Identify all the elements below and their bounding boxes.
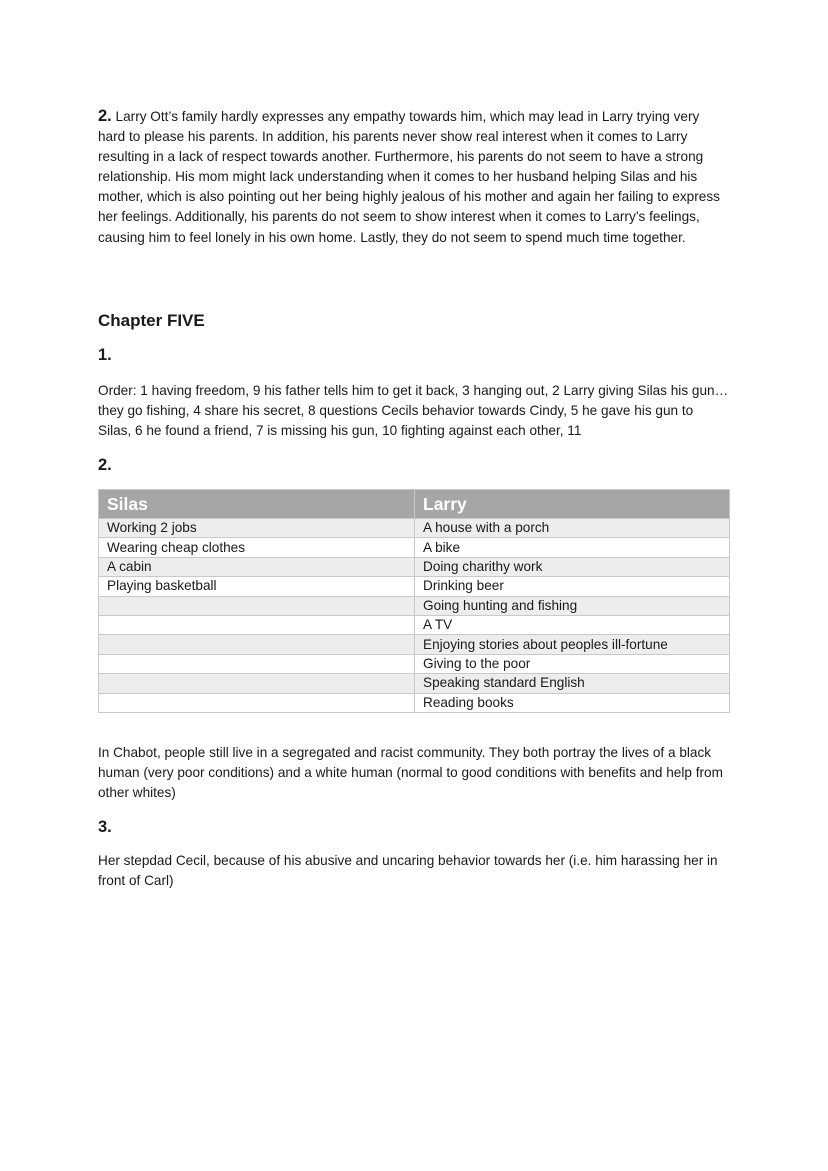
question-1-answer: Order: 1 having freedom, 9 his father tells him to get it back, 3 hanging out, 2 Larry giving Silas his gun… they go fishing, 4 share his secret, 8 questions Cecils behavior towards Cindy, 5 he gave his gun to Silas, 6 he found a friend, 7 is missing his gun, 10 fighting against each other, 11 [98,383,729,439]
table-row [99,538,730,557]
chapter-title: Chapter FIVE [98,311,205,330]
answer-text: Larry Ott’s family hardly expresses any empathy towards him, which may lead in Larry trying very hard to please his parents. In addition, his parents never show real interest when it comes to Larry resulting in a lack of respect towards another. Furthermore, his parents do not seem to have a strong relationship. His mom might lack understanding when it comes to her husband helping Silas and his mother, which is also pointing out her being highly jealous of his mother and again her failing to express her feelings. Additionally, his parents do not seem to show interest when it comes to Larry’s feelings, causing him to feel lonely in his own home. Lastly, they do not seem to spend much time together. [98,109,720,245]
larry-cell: A bike [415,538,730,557]
previous-question-2 [98,106,730,248]
question-2-heading: 2. [98,456,112,474]
table-row [99,596,730,615]
larry-cell: Doing charithy work [415,557,730,576]
question-3-heading: 3. [98,818,112,836]
question-1-heading: 1. [98,346,112,364]
table-row [99,674,730,693]
larry-cell: A TV [415,615,730,634]
silas-cell [99,693,415,712]
silas-cell [99,615,415,634]
larry-cell: Going hunting and fishing [415,596,730,615]
silas-cell [99,596,415,615]
comparison-table [98,489,730,713]
larry-cell: A house with a porch [415,519,730,538]
table-row [99,519,730,538]
silas-cell [99,635,415,654]
table-row [99,654,730,673]
larry-cell: Drinking beer [415,577,730,596]
silas-cell: A cabin [99,557,415,576]
header-silas: Silas [99,490,415,519]
table-row [99,693,730,712]
silas-cell [99,654,415,673]
table-row [99,577,730,596]
larry-cell: Giving to the poor [415,654,730,673]
question-3-answer: Her stepdad Cecil, because of his abusive and uncaring behavior towards her (i.e. him harassing her in front of Carl) [98,853,718,889]
table-row [99,635,730,654]
header-larry: Larry [415,490,730,519]
silas-cell [99,674,415,693]
table-row [99,615,730,634]
larry-cell: Speaking standard English [415,674,730,693]
question-number: 2. [98,107,112,125]
table-row [99,557,730,576]
table-header-row [99,490,730,519]
silas-cell: Wearing cheap clothes [99,538,415,557]
silas-cell: Working 2 jobs [99,519,415,538]
silas-cell: Playing basketball [99,577,415,596]
larry-cell: Reading books [415,693,730,712]
question-2-answer: In Chabot, people still live in a segregated and racist community. They both portray the lives of a black human (very poor conditions) and a white human (normal to good conditions with benefits and help from other whites) [98,745,723,801]
larry-cell: Enjoying stories about peoples ill-fortune [415,635,730,654]
